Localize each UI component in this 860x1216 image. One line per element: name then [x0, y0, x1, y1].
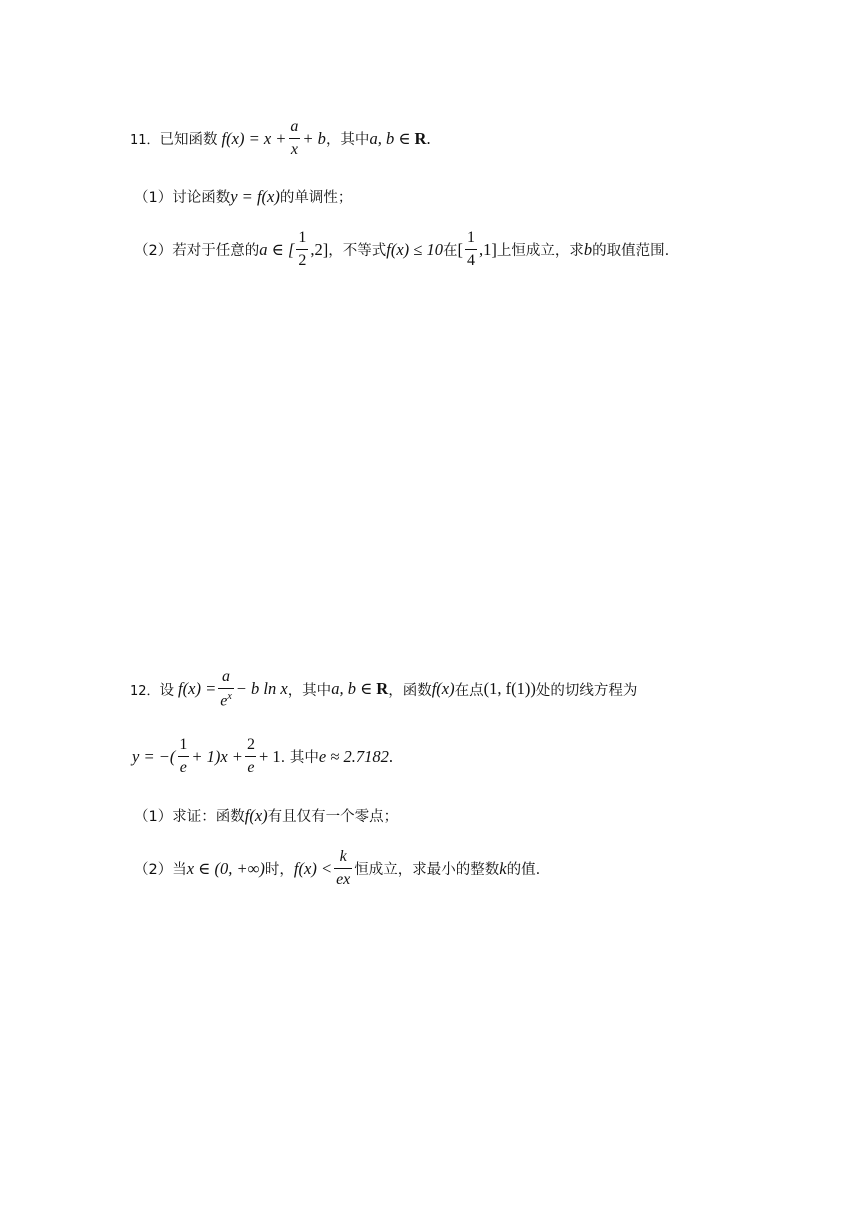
q11-p2-end: 的取值范围. [592, 243, 670, 259]
q12-intro: 设 [159, 682, 175, 699]
q12-frac-den-base: e [220, 692, 228, 710]
q12-p2-label: （2）当 [134, 862, 187, 878]
q11-p2-int2-start: [ [457, 239, 463, 259]
q11-p2-tail: 上恒成立，求 [496, 243, 584, 259]
q12-f-rhs: − b ln x [235, 679, 288, 699]
q12-p2-k: k [499, 858, 507, 878]
q12-p2-frac-den: ex [334, 868, 352, 888]
q11-part2 [134, 230, 669, 269]
q12-tan-frac2-num: 2 [246, 736, 255, 753]
q12-frac-num: a [221, 668, 230, 685]
q12-p1-label: （1）求证：函数 [134, 809, 245, 825]
q12-p2-frac-num: k [339, 848, 347, 865]
q12-real-set: R [376, 679, 389, 699]
q11-p2-frac2 [465, 230, 477, 269]
q12-tan-lhs: y = −( [132, 746, 176, 766]
q11-part1 [134, 186, 352, 207]
q12-fraction [218, 669, 234, 709]
q12-frac-den [218, 688, 234, 709]
q11-p1-tail: 的单调性； [279, 190, 353, 206]
q11-p2-frac2-num: 1 [466, 229, 475, 246]
q12-tan-frac1-num: 1 [179, 736, 188, 753]
q11-frac-num: a [290, 118, 299, 135]
q11-p2-frac2-den: 4 [465, 249, 477, 269]
q11-p2-a-in: a ∈ [ [259, 239, 295, 259]
q12-tan-mid: + 1)x + [191, 746, 243, 766]
q11-real-set: R [414, 128, 427, 148]
q12-e-end: . [388, 746, 393, 766]
q12-p2-ineq: f(x) < [293, 858, 333, 878]
q12-frac-den-exp: x [227, 691, 232, 702]
q12-f-lhs: f(x) = [178, 679, 217, 699]
q12-tangent: 处的切线方程为 [535, 682, 638, 699]
q12-p1-tail: 有且仅有一个零点； [267, 809, 399, 825]
q11-p2-int2-end: ,1] [478, 239, 497, 259]
q11-where: ，其中 [325, 132, 370, 148]
q12-tan-end: + 1 [258, 746, 281, 766]
q12-tan-frac1 [177, 737, 189, 776]
q12-p2-frac [334, 849, 352, 888]
q12-tan-frac1-den: e [178, 756, 189, 776]
q12-where: ，其中 [287, 682, 332, 699]
q12-tan-frac2 [245, 737, 257, 776]
q11-p2-label: （2）若对于任意的 [134, 243, 260, 259]
q12-ab-in: a, b ∈ [331, 679, 373, 699]
q11-p2-ineq: f(x) ≤ 10 [386, 239, 443, 259]
q11-f-lhs: f(x) = x + [221, 128, 287, 148]
q12-stem [130, 669, 637, 709]
q12-p2-end: 的值. [506, 862, 541, 878]
q12-p1-fx: f(x) [244, 805, 268, 825]
q12-at-point: 在点 [454, 682, 484, 699]
q12-mid: ，函数 [388, 682, 432, 699]
q12-tan-frac2-den: e [245, 756, 256, 776]
q12-e-val: e ≈ 2.7182 [318, 746, 389, 766]
q11-p2-at: 在 [442, 243, 458, 259]
q11-intro: 已知函数 [159, 132, 218, 148]
q12-point: (1, f(1)) [483, 679, 536, 699]
q11-number: 11． [130, 133, 160, 148]
q12-part1 [134, 805, 398, 826]
q12-number: 12． [130, 683, 160, 699]
q11-ab-in: a, b ∈ [369, 128, 411, 148]
q12-e-note: . 其中 [280, 750, 319, 766]
q12-p2-domain: x ∈ (0, +∞) [186, 858, 265, 878]
q11-p2-frac1 [296, 230, 308, 269]
q11-p2-frac1-den: 2 [296, 249, 308, 269]
q11-p2-frac1-num: 1 [298, 229, 307, 246]
q11-fraction [288, 119, 300, 158]
q11-period: . [426, 128, 431, 148]
q12-fx: f(x) [431, 679, 455, 699]
q11-p2-b: b [583, 239, 593, 259]
q11-f-rhs: + b [302, 128, 326, 148]
q12-p2-when: 时， [264, 862, 294, 878]
q11-stem [130, 119, 431, 158]
q11-p2-mid: ，不等式 [328, 243, 387, 259]
q12-part2 [134, 849, 540, 888]
q11-p1-expr: y = f(x) [230, 186, 280, 206]
q11-p1-label: （1）讨论函数 [134, 190, 231, 206]
q11-frac-den: x [289, 138, 300, 158]
q11-p2-int1-end: ,2] [310, 239, 329, 259]
q12-p2-tail: 恒成立，求最小的整数 [354, 862, 500, 878]
q12-tangent-line [132, 737, 393, 776]
